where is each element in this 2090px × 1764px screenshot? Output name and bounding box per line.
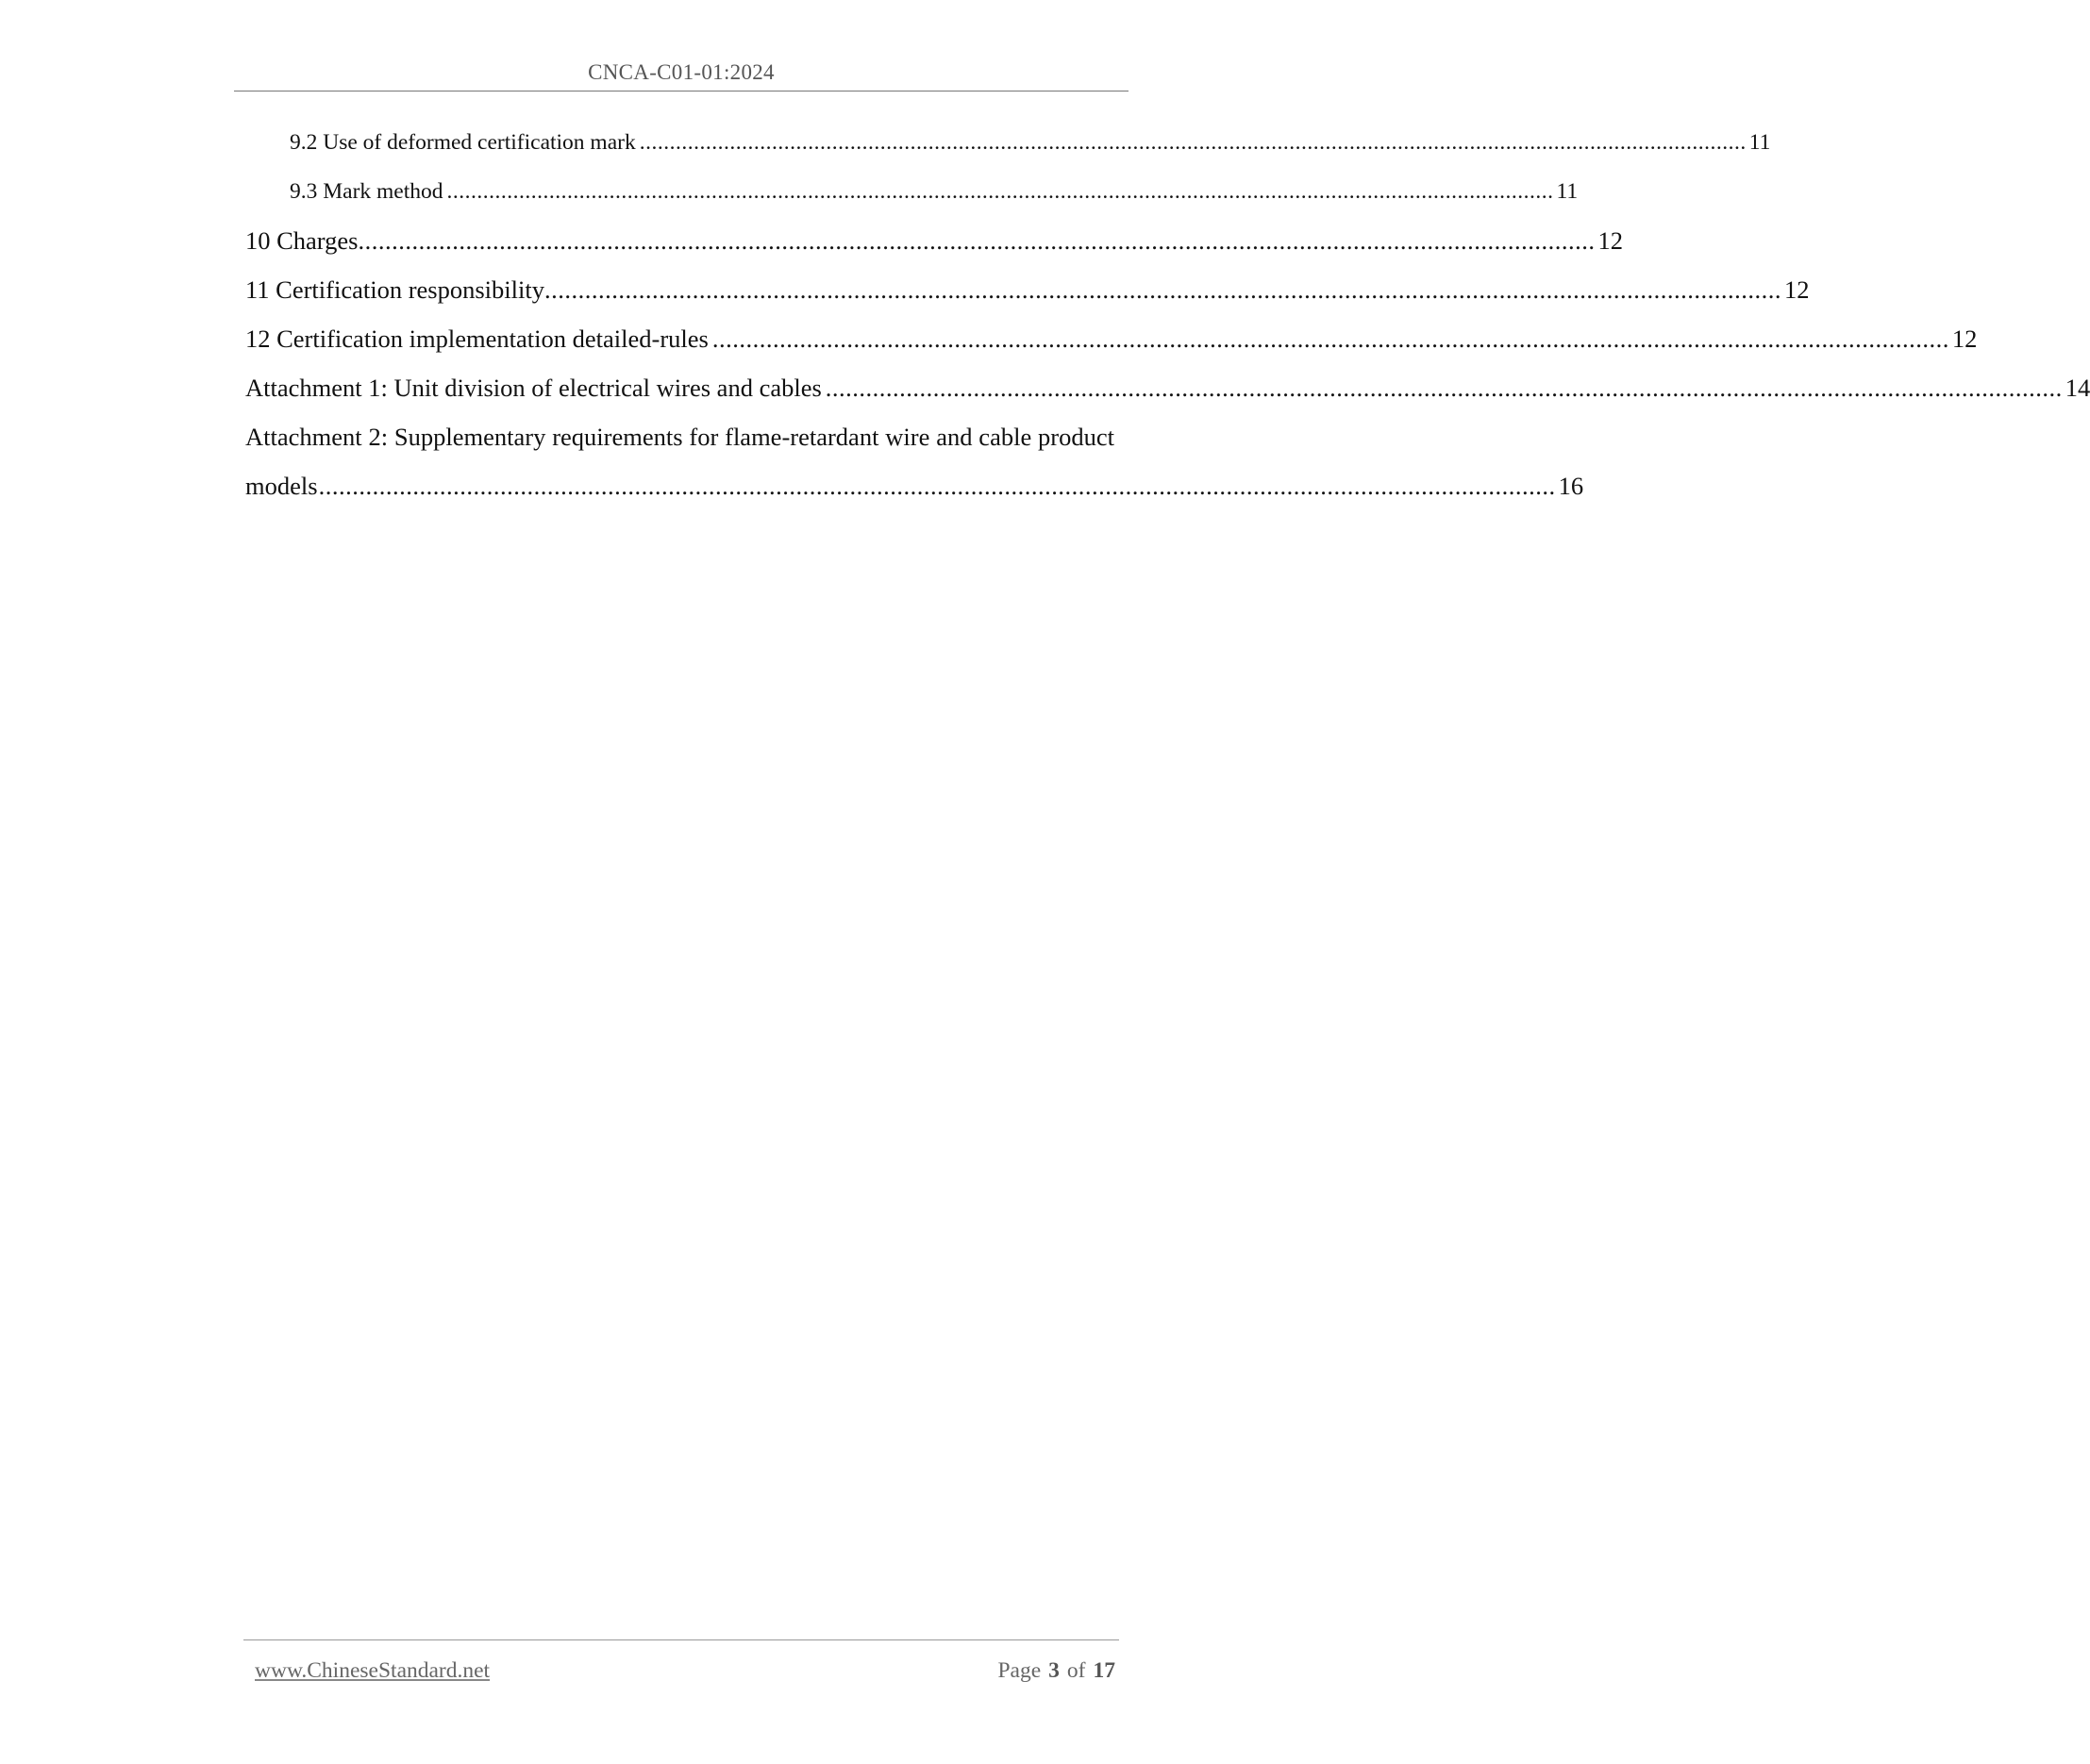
toc-entry-label: 11 Certification responsibility (245, 275, 544, 304)
toc-entry-label-line2: models (245, 472, 318, 500)
page-indicator (997, 1658, 1115, 1684)
toc-entry-10[interactable] (245, 226, 1623, 256)
header-divider (234, 91, 1129, 92)
toc-entry-12[interactable] (245, 325, 1978, 354)
toc-entry-label: 9.3 Mark method (290, 179, 443, 204)
toc-entry-attachment-1[interactable] (245, 374, 2090, 403)
toc-entry-label: 10 Charges (245, 226, 359, 255)
dot-leader: ........................................................................................................................................................................................ (639, 130, 1747, 155)
current-page-number: 3 (1048, 1658, 1060, 1683)
toc-entry-page: 14 (2065, 374, 2090, 402)
dot-leader: ........................................................................................................................................................................................ (825, 374, 2063, 402)
page-word: Page (997, 1658, 1042, 1683)
total-pages-number: 17 (1093, 1658, 1115, 1683)
document-code-header: CNCA-C01-01:2024 (588, 60, 775, 84)
dot-leader: ........................................................................................................................................................................................ (543, 275, 1781, 304)
dot-leader: ........................................................................................................................................................................................ (318, 472, 1556, 500)
of-word: of (1066, 1658, 1086, 1683)
toc-entry-9-3[interactable] (290, 179, 1579, 205)
toc-entry-page: 16 (1558, 472, 1584, 500)
toc-entry-continuation (245, 472, 1584, 501)
toc-entry-9-2[interactable] (290, 130, 1771, 156)
toc-entry-label: 12 Certification implementation detailed-rules (245, 325, 709, 353)
toc-entry-page: 12 (1783, 275, 1810, 304)
toc-entry-page: 11 (1748, 130, 1771, 155)
dot-leader: ........................................................................................................................................................................................ (711, 325, 1949, 353)
footer-divider (243, 1639, 1119, 1640)
toc-entry-11[interactable] (245, 275, 1810, 305)
toc-entry-label: Attachment 1: Unit division of electrical wires and cables (245, 374, 822, 402)
website-link[interactable]: www.ChineseStandard.net (255, 1658, 491, 1683)
toc-entry-page: 11 (1556, 179, 1579, 204)
dot-leader: ........................................................................................................................................................................................ (358, 226, 1596, 255)
dot-leader: ........................................................................................................................................................................................ (446, 179, 1554, 204)
toc-entry-page: 12 (1597, 226, 1623, 255)
toc-entry-label-line1: Attachment 2: Supplementary requirements for flame-retardant wire and cable product (245, 423, 1114, 451)
toc-entry-page: 12 (1951, 325, 1978, 353)
toc-entry-label: 9.2 Use of deformed certification mark (290, 130, 636, 155)
